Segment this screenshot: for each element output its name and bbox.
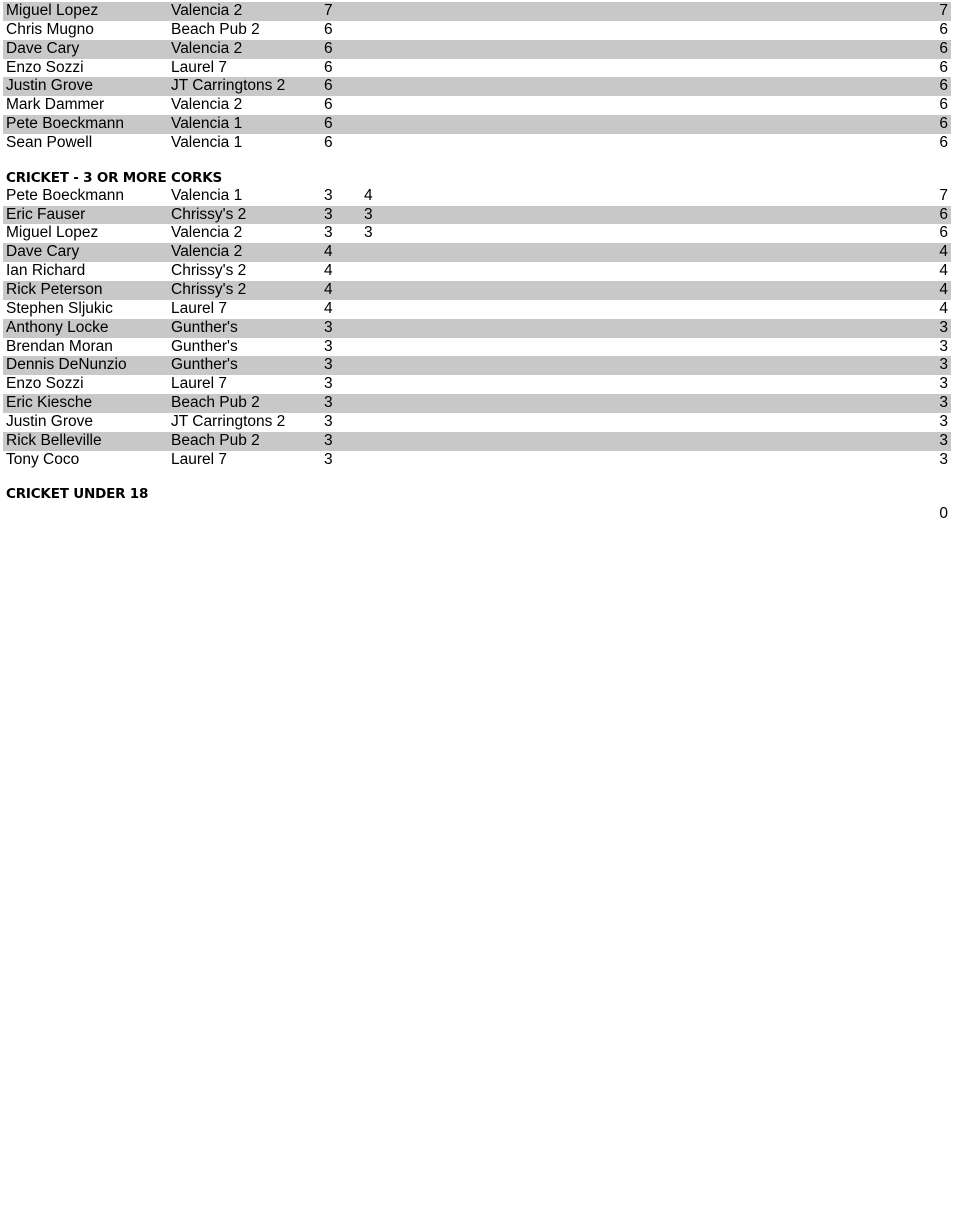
team-name-cell: JT Carringtons 2 <box>171 77 286 95</box>
team-name-cell: Valencia 1 <box>171 186 243 204</box>
total-cell: 6 <box>939 77 948 95</box>
player-name-cell: Mark Dammer <box>6 96 105 114</box>
score-cell: 3 <box>324 450 333 468</box>
score-cell: 4 <box>324 243 333 261</box>
score-cell: 6 <box>324 20 333 38</box>
table-row <box>3 281 951 300</box>
table-row <box>3 40 951 59</box>
team-name-cell: Beach Pub 2 <box>171 394 260 412</box>
score-cell: 7 <box>324 2 333 19</box>
score-cell: 3 <box>324 412 333 430</box>
team-name-cell: Chrissy's 2 <box>171 262 247 280</box>
player-name-cell: Brendan Moran <box>6 337 113 355</box>
team-name-cell: Chrissy's 2 <box>171 280 247 298</box>
table-row <box>3 243 951 262</box>
team-name-cell: Gunther's <box>171 337 238 355</box>
player-name-cell: Rick Belleville <box>6 431 102 449</box>
team-name-cell: Valencia 2 <box>171 2 243 19</box>
table-rows <box>3 2 951 153</box>
total-cell: 6 <box>939 96 948 114</box>
table-row <box>3 300 951 319</box>
table-row <box>3 262 951 281</box>
player-name-cell: Eric Fauser <box>6 205 86 223</box>
player-name-cell: Ian Richard <box>6 262 86 280</box>
team-name-cell: Valencia 2 <box>171 96 243 114</box>
score-cell: 6 <box>324 96 333 114</box>
section-cricket-3-or-more-corks <box>3 169 951 470</box>
player-name-cell: Miguel Lopez <box>6 224 99 242</box>
score-cell: 3 <box>364 205 373 223</box>
section-title: CRICKET UNDER 18 <box>6 486 149 503</box>
player-name-cell: Pete Boeckmann <box>6 115 125 133</box>
team-name-cell: Valencia 2 <box>171 224 243 242</box>
score-cell: 3 <box>324 186 333 204</box>
table-row <box>3 394 951 413</box>
score-cell: 6 <box>324 58 333 76</box>
score-cell: 3 <box>324 431 333 449</box>
score-cell: 6 <box>324 133 333 151</box>
score-cell: 3 <box>324 224 333 242</box>
score-cell: 6 <box>324 115 333 133</box>
table-row <box>3 96 951 115</box>
score-cell: 3 <box>364 224 373 242</box>
table-row <box>3 375 951 394</box>
team-name-cell: Gunther's <box>171 318 238 336</box>
table-row <box>3 206 951 225</box>
player-name-cell: Stephen Sljukic <box>6 299 113 317</box>
table-row <box>3 77 951 96</box>
total-cell: 3 <box>939 450 948 468</box>
score-cell: 3 <box>324 318 333 336</box>
total-cell: 6 <box>939 205 948 223</box>
total-cell: 3 <box>939 337 948 355</box>
team-name-cell: Valencia 1 <box>171 133 243 151</box>
table-row <box>3 115 951 134</box>
table-row <box>3 224 951 243</box>
team-name-cell: Laurel 7 <box>171 375 228 393</box>
table-row <box>3 59 951 78</box>
score-cell: 4 <box>324 262 333 280</box>
team-name-cell: Laurel 7 <box>171 58 228 76</box>
section-top-scores <box>3 2 951 153</box>
player-name-cell: Dennis DeNunzio <box>6 356 127 374</box>
score-cell: 4 <box>324 280 333 298</box>
team-name-cell: Valencia 2 <box>171 39 243 57</box>
table-row <box>3 319 951 338</box>
total-cell: 7 <box>939 2 948 19</box>
table-row <box>3 451 951 470</box>
table-row <box>3 21 951 40</box>
team-name-cell: Chrissy's 2 <box>171 205 247 223</box>
team-name-cell: Laurel 7 <box>171 450 228 468</box>
total-cell: 0 <box>939 505 948 523</box>
score-cell: 3 <box>324 375 333 393</box>
table-row <box>3 2 951 21</box>
total-cell: 6 <box>939 20 948 38</box>
score-cell: 3 <box>324 394 333 412</box>
player-name-cell: Anthony Locke <box>6 318 109 336</box>
player-name-cell: Eric Kiesche <box>6 394 93 412</box>
total-cell: 3 <box>939 431 948 449</box>
total-cell: 4 <box>939 299 948 317</box>
team-name-cell: Laurel 7 <box>171 299 228 317</box>
table-row <box>3 413 951 432</box>
score-cell: 6 <box>324 77 333 95</box>
score-cell: 3 <box>324 337 333 355</box>
section-total-row <box>3 503 951 525</box>
player-name-cell: Sean Powell <box>6 133 93 151</box>
table-rows <box>3 187 951 470</box>
player-name-cell: Rick Peterson <box>6 280 103 298</box>
player-name-cell: Tony Coco <box>6 450 80 468</box>
table-row <box>3 432 951 451</box>
table-row <box>3 187 951 206</box>
total-cell: 6 <box>939 115 948 133</box>
stats-sheet <box>3 2 951 525</box>
total-cell: 3 <box>939 394 948 412</box>
team-name-cell: JT Carringtons 2 <box>171 412 286 430</box>
section-cricket-under-18 <box>3 485 951 525</box>
table-row <box>3 356 951 375</box>
total-cell: 6 <box>939 224 948 242</box>
score-cell: 4 <box>324 299 333 317</box>
player-name-cell: Miguel Lopez <box>6 2 99 19</box>
total-cell: 6 <box>939 58 948 76</box>
total-cell: 3 <box>939 412 948 430</box>
player-name-cell: Justin Grove <box>6 412 94 430</box>
table-row <box>3 338 951 357</box>
total-cell: 4 <box>939 243 948 261</box>
player-name-cell: Enzo Sozzi <box>6 58 84 76</box>
player-name-cell: Dave Cary <box>6 39 80 57</box>
player-name-cell: Enzo Sozzi <box>6 375 84 393</box>
score-cell: 6 <box>324 39 333 57</box>
player-name-cell: Pete Boeckmann <box>6 186 125 204</box>
table-row <box>3 134 951 153</box>
total-cell: 7 <box>939 186 948 204</box>
score-cell: 3 <box>324 205 333 223</box>
team-name-cell: Gunther's <box>171 356 238 374</box>
team-name-cell: Valencia 2 <box>171 243 243 261</box>
total-cell: 6 <box>939 39 948 57</box>
team-name-cell: Beach Pub 2 <box>171 431 260 449</box>
player-name-cell: Justin Grove <box>6 77 94 95</box>
player-name-cell: Dave Cary <box>6 243 80 261</box>
team-name-cell: Beach Pub 2 <box>171 20 260 38</box>
total-cell: 3 <box>939 318 948 336</box>
section-title: CRICKET - 3 OR MORE CORKS <box>6 169 222 186</box>
score-cell: 3 <box>324 356 333 374</box>
total-cell: 4 <box>939 280 948 298</box>
score-cell: 4 <box>364 186 373 204</box>
total-cell: 3 <box>939 356 948 374</box>
total-cell: 3 <box>939 375 948 393</box>
total-cell: 6 <box>939 133 948 151</box>
total-cell: 4 <box>939 262 948 280</box>
player-name-cell: Chris Mugno <box>6 20 94 38</box>
team-name-cell: Valencia 1 <box>171 115 243 133</box>
